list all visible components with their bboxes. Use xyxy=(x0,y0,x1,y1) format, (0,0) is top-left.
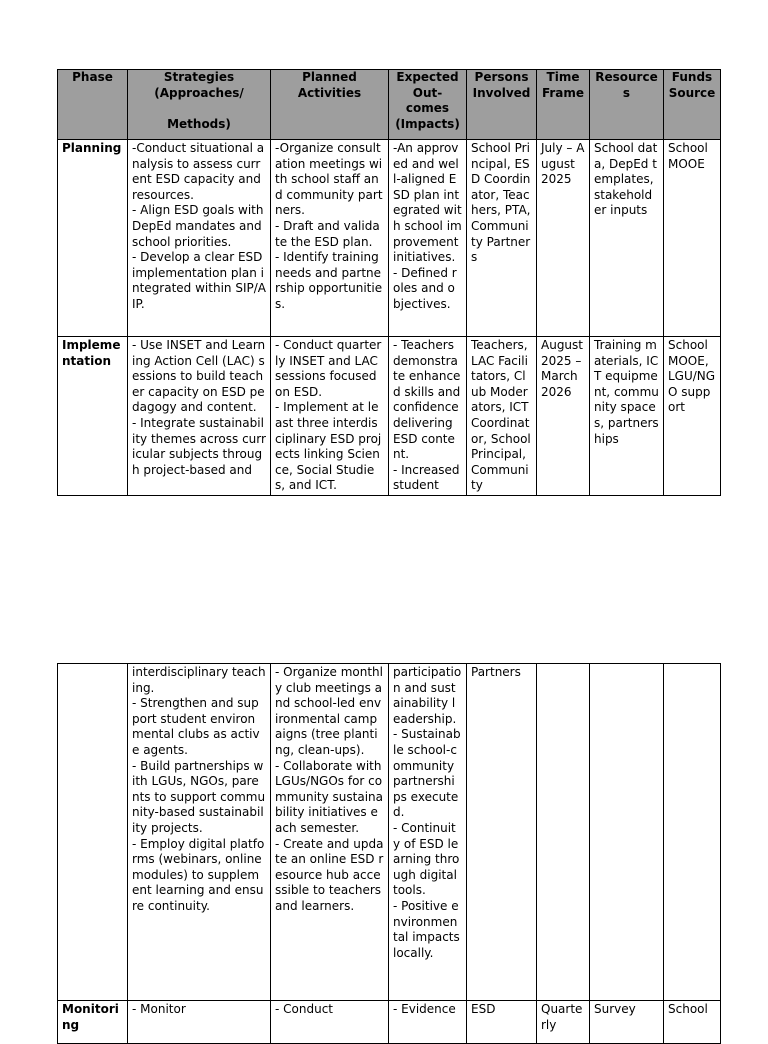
activities-cell: - Organize monthly club meetings and school-led environmental campaigns (tree planting, clean-ups). - Collaborate with LGUs/NGOs for community sustainability initiatives each semester. - Create and update an online ESD resource hub accessible to teachers and learners. xyxy=(271,664,389,1001)
table-row-planning xyxy=(58,140,721,337)
header-outcomes: Expected Out- comes (Impacts) xyxy=(389,70,467,140)
resources-cell: Training materials, ICT equipment, community spaces, partnerships xyxy=(590,337,664,496)
outcomes-cell: participation and sustainability leadership. - Sustainable school-community partnerships executed. - Continuity of ESD learning through digital tools. - Positive environmental impacts locally. xyxy=(389,664,467,1001)
funds-cell: School MOOE, LGU/NGO support xyxy=(664,337,721,496)
persons-cell: School Principal, ESD Coordinator, Teachers, PTA, Community Partners xyxy=(467,140,537,337)
activities-cell: - Conduct quarterly INSET and LAC sessions focused on ESD. - Implement at least three interdisciplinary ESD projects linking Science, Social Studies, and ICT. xyxy=(271,337,389,496)
table-row-implementation-continued xyxy=(58,664,721,1001)
funds-cell xyxy=(664,664,721,1001)
activities-cell: - Conduct xyxy=(271,1001,389,1044)
persons-cell: Teachers, LAC Facilitators, Club Moderators, ICT Coordinator, School Principal, Community xyxy=(467,337,537,496)
persons-cell: ESD xyxy=(467,1001,537,1044)
header-activities: Planned Activities xyxy=(271,70,389,140)
time-cell: July – August 2025 xyxy=(537,140,590,337)
phase-cell: Monitoring xyxy=(58,1001,128,1044)
header-time: Time Frame xyxy=(537,70,590,140)
header-strategies: Strategies (Approaches/ Methods) xyxy=(128,70,271,140)
header-phase: Phase xyxy=(58,70,128,140)
phase-cell xyxy=(58,664,128,1001)
header-row xyxy=(58,70,721,140)
strategies-cell: interdisciplinary teaching. - Strengthen and support student environmental clubs as active agents. - Build partnerships with LGUs, NGOs, parents to support community-based sustainability projects. - Employ digital platforms (webinars, online modules) to supplement learning and ensure continuity. xyxy=(128,664,271,1001)
persons-cell: Partners xyxy=(467,664,537,1001)
table-row-implementation xyxy=(58,337,721,496)
strategies-cell: - Monitor xyxy=(128,1001,271,1044)
resources-cell: School data, DepEd templates, stakeholder inputs xyxy=(590,140,664,337)
esd-plan-table-page2 xyxy=(57,663,721,1044)
outcomes-cell: - Evidence xyxy=(389,1001,467,1044)
outcomes-cell: - Teachers demonstrate enhanced skills and confidence delivering ESD content. - Increased student xyxy=(389,337,467,496)
table-row-monitoring xyxy=(58,1001,721,1044)
phase-cell: Implementation xyxy=(58,337,128,496)
strategies-cell: - Use INSET and Learning Action Cell (LAC) sessions to build teacher capacity on ESD pedagogy and content. - Integrate sustainability themes across curricular subjects through project-based and xyxy=(128,337,271,496)
header-funds: Funds Source xyxy=(664,70,721,140)
funds-cell: School xyxy=(664,1001,721,1044)
funds-cell: School MOOE xyxy=(664,140,721,337)
resources-cell xyxy=(590,664,664,1001)
time-cell: August 2025 – March 2026 xyxy=(537,337,590,496)
header-persons: Persons Involved xyxy=(467,70,537,140)
outcomes-cell: -An approved and well-aligned ESD plan integrated with school improvement initiatives. - Defined roles and objectives. xyxy=(389,140,467,337)
strategies-cell: -Conduct situational analysis to assess current ESD capacity and resources. - Align ESD goals with DepEd mandates and school priorities. - Develop a clear ESD implementation plan integrated within SIP/AIP. xyxy=(128,140,271,337)
esd-plan-table-page1 xyxy=(57,69,721,496)
time-cell: Quarterly xyxy=(537,1001,590,1044)
phase-cell: Planning xyxy=(58,140,128,337)
resources-cell: Survey xyxy=(590,1001,664,1044)
activities-cell: -Organize consultation meetings with school staff and community partners. - Draft and validate the ESD plan. - Identify training needs and partnership opportunities. xyxy=(271,140,389,337)
header-resources: Resource s xyxy=(590,70,664,140)
time-cell xyxy=(537,664,590,1001)
